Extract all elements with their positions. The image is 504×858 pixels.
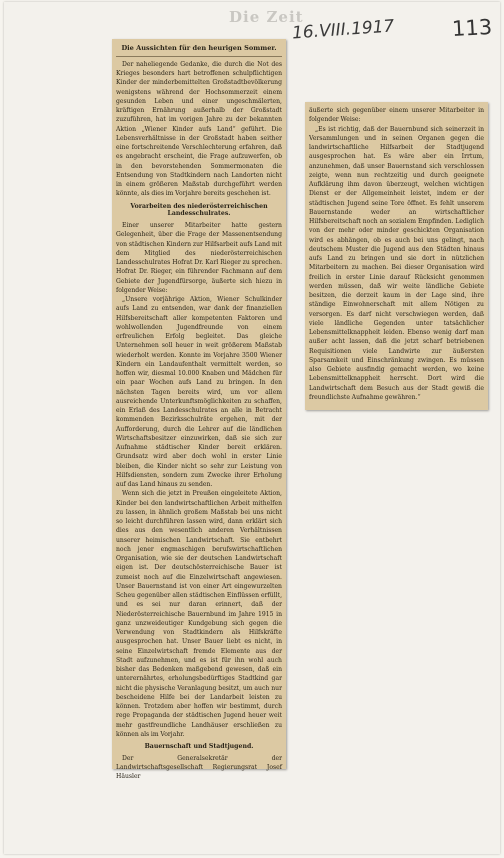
article-paragraph: „Es ist richtig, daß der Bauernbund sich seinerzeit in Versammlungen und in seinen Organen gegen die landwirtschaftliche Hilfsarbeit der Stadtjugend ausgesprochen hat. Es wäre aber ein Irrtum, anzunehmen, daß unser Bauernstand sich verschlossen zeigte, wenn nun rechtzeitig und durch geeignete Aufklärung ihm davon überzeugt, welchen wichtigen Dienst er der Allgemeinheit leistet, indem er der städtischen Jugend seine Tore öffnet. Es fehlt unserem Bauernstande weder an wirtschaftlicher Hilfsbereitschaft noch an sozialem Empfinden. Lediglich von der mehr oder minder geschickten Organisation wird es abhängen, ob es auch bei uns gelingt, nach deutschem Muster die Jugend aus den Städten hinaus aufs Land zu bringen und sie dort in nützlichen Mitarbeitern zu machen. Bei dieser Organisation wird freilich in erster Linie darauf Rücksicht genommen werden müssen, daß wir weite ländliche Gebiete besitzen, die derzeit kaum in der Lage sind, ihre ständige Einwohnerschaft mit allem Nötigen zu versorgen. Es darf nicht verschwiegen werden, daß viele ländliche Gegenden unter tatsächlicher Lebensmittelknappheit leiden. Ebenso wenig darf man außer acht lassen, daß die jetzt scharf betriebenen Requisitionen viele Landwirte zur äußersten Sparsamkeit und Einschränkung zwingen. Es müssen also Gebiete ausfindig gemacht werden, wo keine Lebensmittelknappheit herrscht. Dort wird die Landwirtschaft dem Besuch aus der Stadt gewiß die freundlichste Aufnahme gewähren.“ (309, 125, 484, 401)
article-paragraph: Wenn sich die jetzt in Preußen eingeleitete Aktion, Kinder bei den landwirtschaftlichen Arbeit mithelfen zu lassen, in ähnlich großem Maßstab bei uns nicht so leicht durchführen lassen wird, dann erklärt sich dies aus den wesentlich anderen Verhältnissen unserer heimischen Landwirtschaft. Sie entbehrt noch jener engmaschigen berufswirtschaftlichen Organisation, wie sie der deutschen Landwirtschaft eigen ist. Der deutschösterreichische Bauer ist zumeist noch auf die Einzelwirtschaft angewiesen. Unser Bauernstand ist von einer Art eingewurzelten Scheu gegenüber allen städtischen Einflüssen erfüllt, und es sei nur daran erinnert, daß der Niederösterreichische Bauernbund im Jahre 1915 in ganz unzweideutiger Kundgebung sich gegen die Verwendung von Stadtkindern als Hilfskräfte ausgesprochen hat. Unser Bauer liebt es nicht, in seine Einzelwirtschaft fremde Elemente aus der Stadt aufzunehmen, und es ist für ihn wohl auch bisher das Bedenken maßgebend gewesen, daß ein unterernährtes, erholungsbedürftiges Stadtkind gar nicht die physische Veranlagung besitzt, um auch nur bescheidene Hilfe bei der Landarbeit leisten zu können. Trotzdem aber hoffen wir bestimmt, durch rege Propaganda der städtischen Jugend heuer weit mehr gastfreundliche Landhäuser erschließen zu können als im Vorjahr. (116, 490, 282, 738)
article-paragraph: Der Generalsekretär der Landwirtschaftsgesellschaft Regierungsrat Josef Häusler (116, 754, 282, 781)
article-title: Die Aussichten für den heurigen Sommer. (121, 44, 277, 52)
article-paragraph: Einer unserer Mitarbeiter hatte gestern Gelegenheit, über die Frage der Massenentsendung von städtischen Kindern zur Hilfsarbeit aufs Land mit dem Mitglied des niederösterreichischen Landesschulrates Hofrat Dr. Karl Rieger zu sprechen. Hofrat Dr. Rieger, ein führender Fachmann auf dem Gebiete der Jugendfürsorge, äußerte sich hiezu in folgender Weise: (116, 222, 282, 294)
article-paragraph: „Unsere vorjährige Aktion, Wiener Schulkinder aufs Land zu entsenden, war dank der finanziellen Hilfsbereitschaft aller kompetenten Faktoren und wohlwollenden Jugendfreunde von einem erfreulichen Erfolg begleitet. Das gleiche Unternehmen soll heuer in weit größerem Maßstab wiederholt werden. Konnte im Vorjahre 3500 Wiener Kindern ein Landaufenthalt vermittelt werden, so hoffen wir, diesmal 10.000 Knaben und Mädchen für ein paar Wochen aufs Land zu bringen. In den nächsten Tagen bereits wird, um vor allem ausreichende Unterkunftsmöglichkeiten zu schaffen, ein Erlaß des Landesschulrates an alle in Betracht kommenden Bezirksschulräte ergehen, mit der Aufforderung, durch die Lehrer auf die ländlichen Wirtschaftsbesitzer einzuwirken, daß sie sich zur Aufnahme städtischer Kinder bereit erklären. Grundsatz wird aber doch wohl in erster Linie bleiben, die Kinder nicht so sehr zur Leistung von Hilfsdiensten, sondern zum Zwecke ihrer Erholung auf das Land hinaus zu senden. (116, 296, 282, 489)
handwritten-date: 16.VIII.1917 (291, 16, 395, 44)
archive-number: 113 (451, 14, 493, 42)
title-rule (116, 56, 282, 57)
article-paragraph: Der naheliegende Gedanke, die durch die Not des Krieges besonders hart betroffenen schulpflichtigen Kinder der minderbemittelten Großstadtbevölkerung wenigstens während der Hochsommerzeit einem gesunden Leben und einer ungeschmälerten, kräftigen Ernährung außerhalb der Großstadt zuzuführen, hat im vorigen Jahre zu der bekannten Aktion „Wiener Kinder aufs Land“ geführt. Die Lebensverhältnisse in der Großstadt haben seither eine fortschreitende Verschlechterung erfahren, daß es angebracht erscheint, die Frage aufzuwerfen, ob in den bevorstehenden Sommermonaten die Entsendung von Stadtkindern nach Landorten nicht in einem größeren Maßstab durchgeführt werden könnte, als dies im Vorjahre bereits geschehen ist. (116, 60, 282, 198)
section-subhead: Vorarbeiten des niederösterreichischen Landesschulrates. (130, 202, 268, 218)
continuation-clipping (305, 102, 488, 410)
newspaper-stamp: Die Zeit (229, 8, 304, 26)
article-paragraph: äußerte sich gegenüber einem unserer Mitarbeiter in folgender Weise: (309, 107, 484, 124)
section-subhead: Bauernschaft und Stadtjugend. (144, 743, 254, 751)
main-clipping (112, 39, 286, 781)
